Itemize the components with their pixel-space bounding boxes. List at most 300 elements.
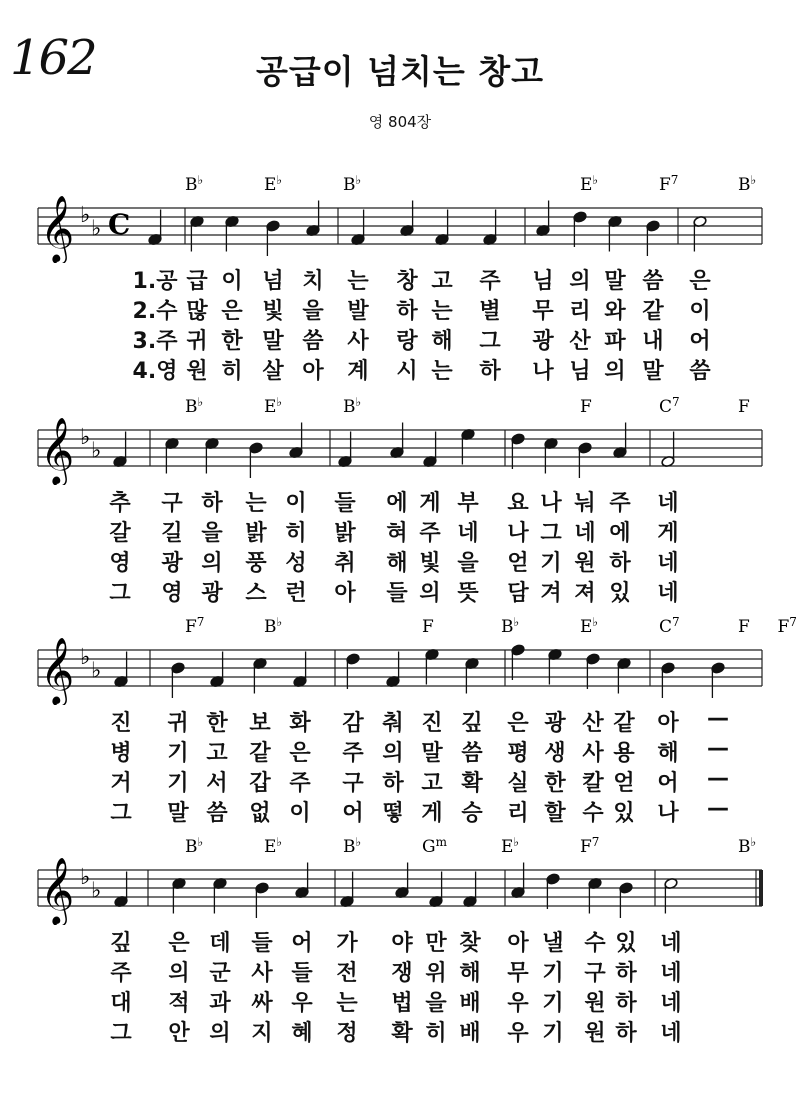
lyric-syllable: — [707, 766, 729, 791]
lyric-syllable: 평 [507, 741, 529, 766]
lyric-syllable: 있 [609, 581, 631, 606]
lyric-syllable: 의 [201, 551, 223, 576]
lyric-line [0, 324, 800, 354]
treble-clef-icon: 𝄞 [40, 856, 75, 924]
lyric-syllable: 4.영 [132, 359, 178, 384]
lyric-syllable: 기 [167, 771, 189, 796]
chord-modifier: ♭ [750, 835, 757, 849]
lyric-syllable: 영 [109, 551, 131, 576]
lyric-syllable: 보 [249, 711, 271, 736]
lyric-syllable: 의 [168, 961, 190, 986]
lyric-syllable: 급 [186, 269, 208, 294]
lyric-syllable: 산 [569, 329, 591, 354]
lyric-syllable: 광 [544, 711, 566, 736]
lyric-syllable: 대 [110, 991, 132, 1016]
lyric-syllable: 사 [347, 329, 369, 354]
chord-symbol: B♭ [264, 615, 283, 637]
chord-symbol: F [738, 617, 750, 637]
lyric-syllable: 하 [396, 299, 418, 324]
lyric-syllable: 씀 [302, 329, 324, 354]
music-system-1 [0, 168, 800, 383]
chord-modifier: 7 [670, 173, 679, 187]
lyric-syllable: 가 [336, 931, 358, 956]
lyric-syllable: 님 [532, 269, 554, 294]
chord-symbol: B♭ [738, 835, 757, 857]
lyric-syllable: 풍 [245, 551, 267, 576]
lyric-syllable: 어 [342, 801, 364, 826]
lyric-syllable: 있 [615, 931, 637, 956]
lyric-syllable: 춰 [382, 711, 404, 736]
lyric-syllable: 3.주 [132, 329, 178, 354]
lyric-syllable: — [707, 796, 729, 821]
lyric-syllable: 화 [289, 711, 311, 736]
lyric-syllable: 은 [689, 269, 711, 294]
lyric-syllable: 그 [110, 801, 132, 826]
lyric-syllable: 눠 [574, 491, 596, 516]
lyric-line [0, 354, 800, 384]
chord-modifier: ♭ [592, 173, 599, 187]
lyric-syllable: 데 [209, 931, 231, 956]
lyric-syllable: 해 [657, 741, 679, 766]
lyric-syllable: 확 [391, 1021, 413, 1046]
lyric-syllable: 들 [334, 491, 356, 516]
lyric-syllable: 씀 [206, 801, 228, 826]
treble-clef-icon: 𝄞 [40, 636, 75, 704]
lyric-syllable: 는 [347, 269, 369, 294]
lyric-syllable: 영 [161, 581, 183, 606]
lyric-syllable: 해 [431, 329, 453, 354]
chord-symbol: $F^7$ [185, 615, 205, 637]
flat-icon: ♭ [80, 203, 91, 228]
chord-modifier: ♭ [750, 173, 757, 187]
lyric-syllable: 무 [532, 299, 554, 324]
lyric-syllable: 원 [584, 991, 606, 1016]
flat-icon: ♭ [80, 425, 91, 450]
lyric-syllable: 사 [251, 961, 273, 986]
lyric-syllable: 쟁 [391, 961, 413, 986]
lyric-syllable: 칼 [582, 771, 604, 796]
chord-symbol: E♭ [264, 173, 283, 195]
lyric-syllable: 하 [615, 961, 637, 986]
lyric-syllable: 취 [334, 551, 356, 576]
lyric-syllable: 떻 [382, 801, 404, 826]
lyric-syllable: 그 [109, 581, 131, 606]
lyric-syllable: 해 [459, 961, 481, 986]
lyric-line [0, 264, 800, 294]
hymn-title: 공급이 넘치는 창고 [255, 52, 544, 91]
lyric-syllable: 하 [382, 771, 404, 796]
chord-modifier: ♭ [355, 395, 362, 409]
lyric-syllable: 을 [201, 521, 223, 546]
lyric-syllable: 길 [161, 521, 183, 546]
lyric-syllable: 내 [642, 329, 664, 354]
lyric-syllable: 런 [285, 581, 307, 606]
lyric-syllable: 산 [582, 711, 604, 736]
lyric-syllable: 전 [336, 961, 358, 986]
lyric-syllable: 주 [289, 771, 311, 796]
lyric-syllable: 의 [419, 581, 441, 606]
lyric-syllable: 귀 [186, 329, 208, 354]
lyric-syllable: 같 [249, 741, 271, 766]
lyric-syllable: 네 [660, 931, 682, 956]
lyric-line [0, 736, 800, 766]
chord-symbol: B♭ [185, 395, 204, 417]
lyric-syllable: 광 [532, 329, 554, 354]
lyric-syllable: 수 [582, 801, 604, 826]
lyric-syllable: 나 [532, 359, 554, 384]
lyric-syllable: 그 [110, 1021, 132, 1046]
lyric-syllable: 귀 [167, 711, 189, 736]
lyric-syllable: 네 [660, 961, 682, 986]
lyric-syllable: 아 [334, 581, 356, 606]
chord-modifier: ♭ [276, 173, 283, 187]
lyric-syllable: 을 [302, 299, 324, 324]
lyric-syllable: 구 [584, 961, 606, 986]
chord-symbol: B♭ [343, 395, 362, 417]
lyric-syllable: 혜 [291, 1021, 313, 1046]
lyric-syllable: 기 [542, 961, 564, 986]
lyric-syllable: 네 [657, 491, 679, 516]
lyric-line [0, 516, 800, 546]
lyric-syllable: 담 [507, 581, 529, 606]
lyric-syllable: — [707, 706, 729, 731]
lyric-syllable: 져 [574, 581, 596, 606]
lyric-line [0, 486, 800, 516]
lyric-syllable: 부 [457, 491, 479, 516]
chord-symbol: $F^7$ [777, 615, 797, 637]
chord-modifier: 7 [789, 615, 797, 629]
chord-symbol: B♭ [343, 173, 362, 195]
lyric-syllable: 지 [251, 1021, 273, 1046]
lyric-syllable: 원 [186, 359, 208, 384]
treble-clef-icon: 𝄞 [40, 194, 75, 262]
lyric-syllable: 나 [540, 491, 562, 516]
chord-modifier: ♭ [355, 835, 362, 849]
lyric-syllable: 는 [336, 991, 358, 1016]
lyric-syllable: 네 [457, 521, 479, 546]
flat-icon: ♭ [80, 865, 91, 890]
lyric-syllable: 우 [507, 991, 529, 1016]
lyric-syllable: 우 [507, 1021, 529, 1046]
lyric-syllable: 말 [604, 269, 626, 294]
lyric-syllable: 네 [660, 991, 682, 1016]
lyric-syllable: 무 [507, 961, 529, 986]
lyric-syllable: 리 [569, 299, 591, 324]
lyric-syllable: 에 [386, 491, 408, 516]
lyric-syllable: 이 [689, 299, 711, 324]
lyric-syllable: 얻 [613, 771, 635, 796]
chord-modifier: ♭ [197, 835, 204, 849]
common-time-icon: C [108, 208, 131, 241]
lyric-syllable: 기 [540, 551, 562, 576]
chord-symbol: F [580, 397, 592, 417]
lyric-syllable: 씀 [689, 359, 711, 384]
lyric-syllable: 밝 [334, 521, 356, 546]
lyric-syllable: 감 [342, 711, 364, 736]
lyric-syllable: 와 [604, 299, 626, 324]
flat-icon: ♭ [80, 645, 91, 670]
lyric-syllable: 말 [167, 801, 189, 826]
lyric-syllable: 주 [609, 491, 631, 516]
chord-symbol: $F^7$ [580, 835, 600, 857]
lyric-line [0, 926, 800, 956]
hymn-number: 162 [10, 30, 96, 86]
lyric-syllable: 요 [507, 491, 529, 516]
chord-symbol: B♭ [343, 835, 362, 857]
flat-icon: ♭ [91, 658, 102, 684]
lyric-syllable: 이 [285, 491, 307, 516]
lyric-syllable: 계 [347, 359, 369, 384]
chord-symbol: E♭ [501, 835, 520, 857]
chord-modifier: 7 [591, 835, 600, 849]
chord-modifier: ♭ [355, 173, 362, 187]
lyric-syllable: 원 [574, 551, 596, 576]
chord-modifier: 7 [672, 395, 680, 409]
lyric-syllable: 2.수 [132, 299, 178, 324]
lyric-syllable: 우 [291, 991, 313, 1016]
lyric-syllable: 찾 [459, 931, 481, 956]
hymn-subtitle: 영 804장 [368, 113, 432, 131]
lyric-syllable: 네 [657, 581, 679, 606]
lyric-syllable: 한 [221, 329, 243, 354]
lyric-syllable: 한 [206, 711, 228, 736]
lyric-syllable: 아 [302, 359, 324, 384]
chord-symbol: B♭ [738, 173, 757, 195]
lyric-syllable: 할 [544, 801, 566, 826]
lyric-syllable: 은 [168, 931, 190, 956]
lyric-syllable: 광 [161, 551, 183, 576]
lyric-syllable: 의 [604, 359, 626, 384]
lyric-syllable: 혀 [386, 521, 408, 546]
chord-modifier: ♭ [513, 615, 520, 629]
lyric-syllable: 는 [431, 359, 453, 384]
lyric-syllable: 같 [642, 299, 664, 324]
lyric-syllable: 구 [342, 771, 364, 796]
lyric-syllable: 이 [221, 269, 243, 294]
lyric-syllable: 주 [419, 521, 441, 546]
lyric-syllable: 기 [542, 1021, 564, 1046]
lyric-syllable: 네 [574, 521, 596, 546]
lyric-syllable: 주 [479, 269, 501, 294]
lyric-syllable: 네 [657, 551, 679, 576]
lyric-syllable: 용 [613, 741, 635, 766]
lyric-syllable: 게 [419, 491, 441, 516]
lyric-syllable: 싸 [251, 991, 273, 1016]
lyric-syllable: 추 [109, 491, 131, 516]
lyric-line [0, 796, 800, 826]
lyric-syllable: 은 [289, 741, 311, 766]
lyric-syllable: 말 [421, 741, 443, 766]
lyric-syllable: 군 [209, 961, 231, 986]
music-system-4 [0, 830, 800, 1045]
lyric-syllable: 승 [461, 801, 483, 826]
lyric-syllable: 을 [457, 551, 479, 576]
lyric-syllable: 을 [425, 991, 447, 1016]
lyric-syllable: 히 [221, 359, 243, 384]
lyric-syllable: 확 [461, 771, 483, 796]
lyric-syllable: 빛 [262, 299, 284, 324]
lyric-syllable: 깊 [461, 711, 483, 736]
chord-modifier: 7 [196, 615, 205, 629]
lyric-syllable: 하 [609, 551, 631, 576]
final-bar-thick [759, 870, 763, 906]
chord-symbol: E♭ [580, 173, 599, 195]
lyric-syllable: 들 [251, 931, 273, 956]
lyric-syllable: 에 [609, 521, 631, 546]
lyric-syllable: 위 [425, 961, 447, 986]
lyric-line [0, 956, 800, 986]
chord-symbol: B♭ [185, 173, 204, 195]
lyric-syllable: 이 [289, 801, 311, 826]
lyric-syllable: 살 [262, 359, 284, 384]
lyric-syllable: 적 [168, 991, 190, 1016]
lyric-syllable: 과 [209, 991, 231, 1016]
lyric-syllable: — [707, 736, 729, 761]
flat-icon: ♭ [91, 216, 102, 242]
lyric-syllable: 기 [542, 991, 564, 1016]
chord-symbol: F [422, 617, 434, 637]
lyric-syllable: 한 [544, 771, 566, 796]
lyric-syllable: 별 [479, 299, 501, 324]
lyric-syllable: 광 [201, 581, 223, 606]
flat-icon: ♭ [91, 878, 102, 904]
lyric-syllable: 얻 [507, 551, 529, 576]
lyric-line [0, 294, 800, 324]
chord-symbol: $F^7$ [659, 173, 679, 195]
lyric-syllable: 나 [507, 521, 529, 546]
lyric-syllable: 고 [421, 771, 443, 796]
chord-modifier: ♭ [276, 395, 283, 409]
lyric-syllable: 씀 [642, 269, 664, 294]
lyric-syllable: 배 [459, 991, 481, 1016]
lyric-syllable: 님 [569, 359, 591, 384]
lyric-line [0, 706, 800, 736]
lyric-syllable: 구 [161, 491, 183, 516]
staff-3 [0, 610, 800, 705]
lyric-syllable: 뜻 [457, 581, 479, 606]
lyric-syllable: 고 [206, 741, 228, 766]
lyric-syllable: 파 [604, 329, 626, 354]
flat-icon: ♭ [91, 438, 102, 464]
lyric-syllable: 밝 [245, 521, 267, 546]
lyric-syllable: 진 [110, 711, 132, 736]
lyric-syllable: 리 [507, 801, 529, 826]
lyric-syllable: 치 [302, 269, 324, 294]
chord-symbol: E♭ [580, 615, 599, 637]
chord-modifier: ♭ [276, 615, 283, 629]
lyric-syllable: 기 [167, 741, 189, 766]
lyric-syllable: 수 [584, 931, 606, 956]
lyric-syllable: 어 [689, 329, 711, 354]
lyric-syllable: 서 [206, 771, 228, 796]
lyric-syllable: 들 [291, 961, 313, 986]
lyric-syllable: 사 [582, 741, 604, 766]
chord-symbol: $C^7$ [659, 615, 680, 637]
lyric-syllable: 어 [657, 771, 679, 796]
staff-1 [0, 168, 800, 263]
lyric-syllable: 같 [613, 711, 635, 736]
lyric-syllable: 법 [391, 991, 413, 1016]
lyric-syllable: 말 [642, 359, 664, 384]
lyric-syllable: 어 [291, 931, 313, 956]
lyric-syllable: 주 [342, 741, 364, 766]
lyric-syllable: 원 [584, 1021, 606, 1046]
lyric-syllable: 히 [425, 1021, 447, 1046]
lyric-syllable: 발 [347, 299, 369, 324]
staff-2 [0, 390, 800, 485]
lyric-syllable: 실 [507, 771, 529, 796]
chord-modifier: ♭ [197, 395, 204, 409]
lyric-syllable: 주 [110, 961, 132, 986]
lyric-syllable: 안 [168, 1021, 190, 1046]
chord-modifier: 7 [672, 615, 680, 629]
lyric-syllable: 은 [221, 299, 243, 324]
lyric-syllable: 생 [544, 741, 566, 766]
chord-symbol: E♭ [264, 835, 283, 857]
lyric-syllable: 랑 [396, 329, 418, 354]
lyric-syllable: 는 [431, 299, 453, 324]
lyric-line [0, 766, 800, 796]
lyric-syllable: 의 [569, 269, 591, 294]
lyric-syllable: 게 [421, 801, 443, 826]
lyric-syllable: 아 [657, 711, 679, 736]
chord-symbol: $G^m$ [422, 835, 447, 857]
lyric-line [0, 1016, 800, 1046]
lyric-syllable: 없 [249, 801, 271, 826]
lyric-syllable: 있 [613, 801, 635, 826]
lyric-line [0, 576, 800, 606]
lyric-syllable: 진 [421, 711, 443, 736]
lyric-syllable: 네 [660, 1021, 682, 1046]
lyric-syllable: 성 [285, 551, 307, 576]
chord-symbol: B♭ [185, 835, 204, 857]
lyric-syllable: 말 [262, 329, 284, 354]
lyric-syllable: 만 [425, 931, 447, 956]
lyric-syllable: 갈 [109, 521, 131, 546]
lyric-syllable: 들 [386, 581, 408, 606]
chord-symbol: B♭ [501, 615, 520, 637]
lyric-syllable: 씀 [461, 741, 483, 766]
lyric-syllable: 의 [209, 1021, 231, 1046]
lyric-syllable: 게 [657, 521, 679, 546]
treble-clef-icon: 𝄞 [40, 416, 75, 484]
lyric-syllable: 창 [396, 269, 418, 294]
lyric-syllable: 넘 [262, 269, 284, 294]
lyric-syllable: 해 [386, 551, 408, 576]
chord-modifier: ♭ [513, 835, 520, 849]
lyric-syllable: 아 [507, 931, 529, 956]
chord-modifier: ♭ [197, 173, 204, 187]
lyric-syllable: 고 [431, 269, 453, 294]
music-system-2 [0, 390, 800, 605]
chord-modifier: ♭ [592, 615, 599, 629]
lyric-syllable: 깊 [110, 931, 132, 956]
lyric-syllable: 거 [110, 771, 132, 796]
chord-symbol: $C^7$ [659, 395, 680, 417]
music-system-3 [0, 610, 800, 825]
chord-symbol: E♭ [264, 395, 283, 417]
lyric-syllable: 히 [285, 521, 307, 546]
lyric-syllable: 나 [657, 801, 679, 826]
lyric-syllable: 는 [245, 491, 267, 516]
lyric-syllable: 병 [110, 741, 132, 766]
lyric-syllable: 은 [507, 711, 529, 736]
lyric-syllable: 하 [615, 1021, 637, 1046]
lyric-syllable: 배 [459, 1021, 481, 1046]
lyric-syllable: 정 [336, 1021, 358, 1046]
lyric-syllable: 그 [540, 521, 562, 546]
staff-4 [0, 830, 800, 925]
